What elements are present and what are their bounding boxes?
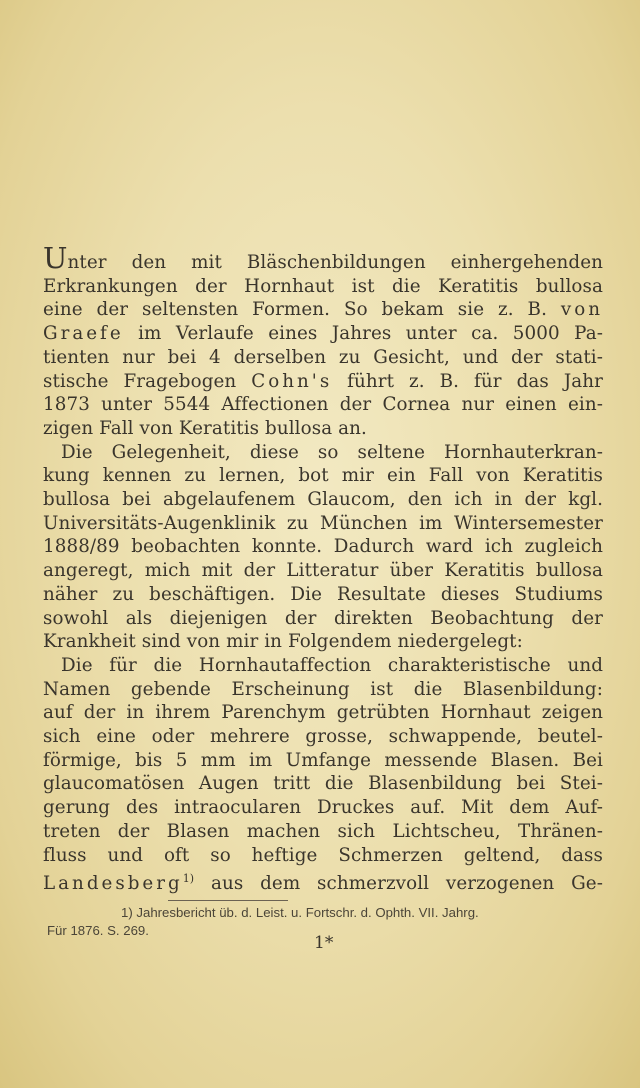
text-line-22: förmige, bis 5 mm im Umfange messende Blasen. Bei: [43, 749, 603, 771]
text-line-5: tienten nur bei 4 derselben zu Gesicht, und der stati-: [43, 346, 603, 368]
text-line-1: Unter den mit Bläschenbildungen einhergehenden: [43, 241, 603, 275]
author-name: Landesberg: [43, 873, 183, 895]
text-line-25: treten der Blasen machen sich Lichtscheu, Thränen-: [43, 820, 603, 842]
text-line-18: Die für die Hornhautaffection charakteristische und: [61, 654, 603, 676]
text-line-2: Erkrankungen der Hornhaut ist die Keratitis bullosa: [43, 275, 603, 297]
text-line-15: näher zu beschäftigen. Die Resultate dieses Studiums: [43, 583, 603, 605]
text-line-17: Krankheit sind von mir in Folgendem niedergelegt:: [43, 631, 523, 653]
text-line-9: Die Gelegenheit, diese so seltene Hornhauterkran-: [61, 441, 603, 463]
text-line-23: glaucomatösen Augen tritt die Blasenbildung bei Stei-: [43, 773, 603, 795]
author-name: Cohn's: [251, 370, 333, 392]
footnote-line-2: Für 1876. S. 269.: [47, 923, 149, 938]
text-line-13: 1888/89 beobachten konnte. Dadurch ward ich zugleich: [43, 536, 603, 558]
drop-cap: U: [43, 241, 68, 275]
text-line-16: sowohl als diejenigen der direkten Beobachtung der: [43, 607, 603, 629]
text-line-26: fluss und oft so heftige Schmerzen geltend, dass: [43, 844, 603, 866]
text-line-19: Namen gebende Erscheinung ist die Blasenbildung:: [43, 678, 603, 700]
text-line-21: sich eine oder mehrere grosse, schwappende, beutel-: [43, 726, 603, 748]
text-line-14: angeregt, mich mit der Litteratur über Keratitis bullosa: [43, 560, 603, 582]
text-line-20: auf der in ihrem Parenchym getrübten Hornhaut zeigen: [43, 702, 603, 724]
text-line-6: stische Fragebogen Cohn's führt z. B. für das Jahr: [43, 370, 603, 392]
text-line-8: zigen Fall von Keratitis bullosa an.: [43, 417, 367, 439]
page-number: 1*: [314, 933, 334, 953]
text-line-24: gerung des intraocularen Druckes auf. Mit dem Auf-: [43, 797, 603, 819]
footnote-marker: 1): [182, 872, 195, 886]
author-name: Graefe: [43, 323, 124, 345]
text-line-27: Landesberg$^{1)}$ aus dem schmerzvoll verzogenen Ge-: [43, 872, 603, 895]
footnote-divider: [168, 900, 288, 901]
footnote-line-1: 1) Jahresbericht üb. d. Leist. u. Fortschr. d. Ophth. VII. Jahrg.: [121, 905, 479, 920]
text-line-11: bullosa bei abgelaufenem Glaucom, den ich in der kgl.: [43, 489, 603, 511]
text-line-4: Graefe im Verlaufe eines Jahres unter ca. 5000 Pa-: [43, 323, 603, 345]
text-line-3: eine der seltensten Formen. So bekam sie z. B. von: [43, 299, 603, 321]
text-line-10: kung kennen zu lernen, bot mir ein Fall von Keratitis: [43, 465, 603, 487]
body-text: [43, 241, 603, 896]
text-line-7: 1873 unter 5544 Affectionen der Cornea nur einen ein-: [43, 394, 603, 416]
text-line-12: Universitäts-Augenklinik zu München im Wintersemester: [43, 512, 603, 534]
